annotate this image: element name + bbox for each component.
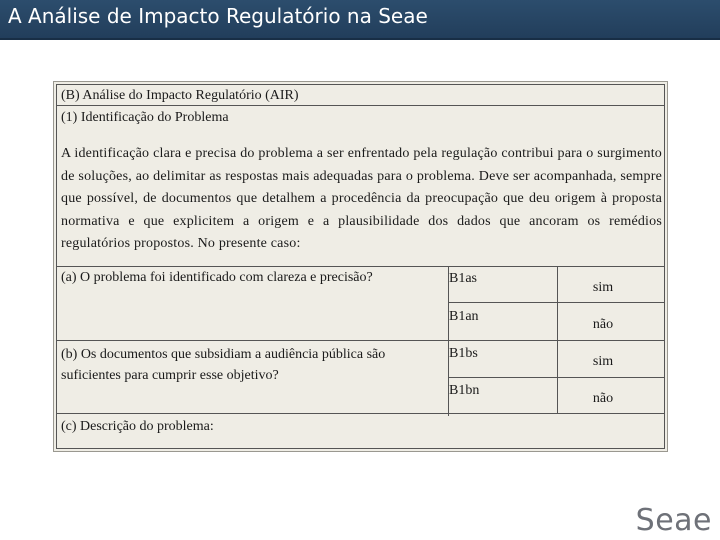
divider xyxy=(448,302,664,303)
option-code: B1as xyxy=(449,271,477,286)
option-code: B1bs xyxy=(449,346,478,361)
description-label: (c) Descrição do problema: xyxy=(61,419,214,434)
section-header: (B) Análise do Impacto Regulatório (AIR) xyxy=(61,88,299,103)
intro-paragraph: A identificação clara e precisa do problema a ser enfrentado pela regulação contribui para o surgimento de soluções, ao delimitar as respostas mais adequadas para o problema. Deve ser acompanhada, sempre que possível, de documentos que detalhem a procedência da preocupação que deu origem à proposta normativa e que explicitem a origem e a plausibilidade dos dados que ancoram os remédios regulatórios propostos. No presente caso: xyxy=(61,146,662,252)
slide-title: A Análise de Impacto Regulatório na Seae xyxy=(8,4,428,28)
option-label-sim[interactable]: sim xyxy=(592,280,614,295)
divider xyxy=(57,105,664,106)
option-label-nao[interactable]: não xyxy=(592,391,614,406)
document-frame xyxy=(53,81,668,452)
divider xyxy=(57,413,664,414)
divider xyxy=(57,340,664,341)
form-table xyxy=(56,84,665,449)
divider xyxy=(448,377,664,378)
question-b: (b) Os documentos que subsidiam a audiência pública são suficientes para cumprir esse objetivo? xyxy=(61,347,386,383)
option-code: B1bn xyxy=(449,383,480,398)
subsection-header: (1) Identificação do Problema xyxy=(61,110,229,125)
option-label-nao[interactable]: não xyxy=(592,317,614,332)
option-label-sim[interactable]: sim xyxy=(592,354,614,369)
question-a: (a) O problema foi identificado com clareza e precisão? xyxy=(61,270,373,285)
slide-title-bar xyxy=(0,0,720,40)
option-code: B1an xyxy=(449,309,479,324)
seae-logo: Seae xyxy=(635,503,712,538)
